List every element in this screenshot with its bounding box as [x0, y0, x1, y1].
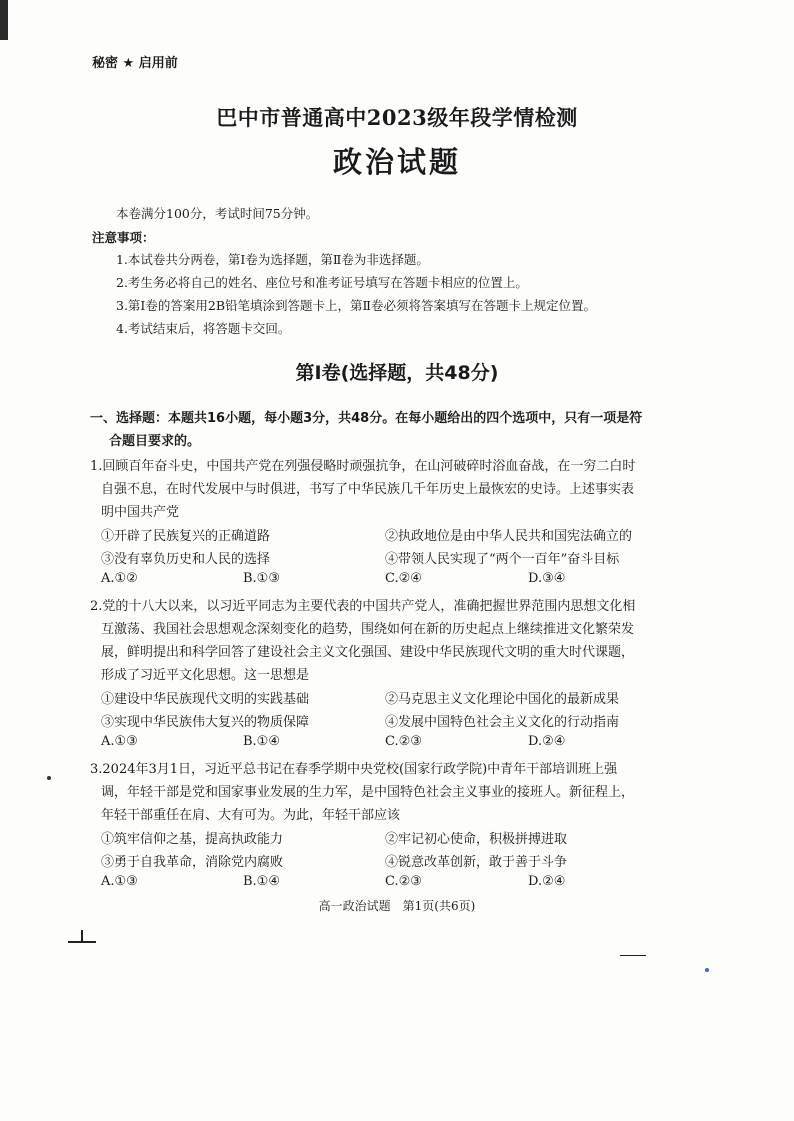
question-1-item: ④带领人民实现了“两个一百年”奋斗目标 [385, 552, 620, 567]
section-intro-cont: 合题目要求的。 [109, 434, 201, 449]
section-intro: 一、选择题：本题共16小题，每小题3分，共48分。在每小题给出的四个选项中，只有一项是符 [90, 411, 643, 426]
score-line: 本卷满分100分，考试时间75分钟。 [116, 206, 319, 221]
question-3-choice-b: B.①④ [243, 874, 280, 889]
note-item: 3.第Ⅰ卷的答案用2B铅笔填涂到答题卡上，第Ⅱ卷必须将答案填写在答题卡上规定位置。 [116, 298, 597, 313]
question-2-choice-d: D.②④ [528, 734, 566, 749]
page-footer: 高一政治试题 第1页(共6页) [318, 899, 476, 913]
question-2-stem: 展，鲜明提出和科学回答了建设社会主义文化强国、建设中华民族现代文明的重大时代课题， [101, 645, 635, 660]
question-2-stem: 互激荡、我国社会思想观念深刻变化的趋势，围绕如何在新的历史起点上继续推进文化繁荣发 [101, 622, 635, 637]
secret-label: 秘密 ★ 启用前 [92, 56, 178, 71]
question-2-choice-b: B.①④ [243, 734, 280, 749]
section-title: 第Ⅰ卷(选择题，共48分) [295, 362, 499, 384]
question-1-item: ③没有辜负历史和人民的选择 [101, 552, 271, 567]
question-3-stem: 调，年轻干部是党和国家事业发展的生力军，是中国特色社会主义事业的接班人。新征程上， [101, 785, 635, 800]
question-1-choice-b: B.①③ [243, 571, 280, 586]
question-1-choice-a: A.①② [101, 571, 138, 586]
question-3-choice-c: C.②③ [385, 874, 422, 889]
question-3-item: ③勇于自我革命，消除党内腐败 [101, 855, 284, 870]
note-item: 2.考生务必将自己的姓名、座位号和准考证号填写在答题卡相应的位置上。 [116, 275, 528, 290]
question-1-stem: 1.回顾百年奋斗史，中国共产党在列强侵略时顽强抗争，在山河破碎时浴血奋战，在一穷二白时 [90, 459, 636, 474]
question-2-item: ①建设中华民族现代文明的实践基础 [101, 692, 310, 707]
question-2-item: ②马克思主义文化理论中国化的最新成果 [385, 692, 620, 707]
question-1-stem: 自强不息，在时代发展中与时俱进，书写了中华民族几千年历史上最恢宏的史诗。上述事实表 [101, 482, 635, 497]
question-1-choice-c: C.②④ [385, 571, 422, 586]
question-3-stem: 3.2024年3月1日，习近平总书记在春季学期中央党校(国家行政学院)中青年干部培训班上强 [90, 762, 618, 777]
question-1-stem: 明中国共产党 [101, 505, 180, 520]
question-2-choice-a: A.①③ [101, 734, 138, 749]
question-1-item: ②执政地位是由中华人民共和国宪法确立的 [385, 529, 633, 544]
question-3-stem: 年轻干部重任在肩、大有可为。为此，年轻干部应该 [101, 808, 401, 823]
question-3-item: ②牢记初心使命，积极拼搏进取 [385, 832, 568, 847]
question-3-item: ①筑牢信仰之基，提高执政能力 [101, 832, 284, 847]
registration-mark-vertical [81, 930, 83, 943]
note-item: 4.考试结束后，将答题卡交回。 [116, 321, 291, 336]
note-item: 1.本试卷共分两卷，第Ⅰ卷为选择题，第Ⅱ卷为非选择题。 [116, 252, 429, 267]
exam-subtitle: 政治试题 [332, 145, 461, 179]
question-3-item: ④锐意改革创新，敢于善于斗争 [385, 855, 568, 870]
notes-heading: 注意事项： [92, 230, 155, 245]
question-1-choice-d: D.③④ [528, 571, 566, 586]
scan-speck [47, 776, 51, 780]
scan-edge-mark [0, 0, 8, 40]
question-1-item: ①开辟了民族复兴的正确道路 [101, 529, 271, 544]
scan-speck [705, 968, 709, 972]
question-2-stem: 2.党的十八大以来，以习近平同志为主要代表的中国共产党人，准确把握世界范围内思想文化相 [90, 599, 636, 614]
registration-mark-line [620, 955, 646, 956]
question-2-choice-c: C.②③ [385, 734, 422, 749]
question-2-item: ③实现中华民族伟大复兴的物质保障 [101, 715, 310, 730]
question-3-choice-d: D.②④ [528, 874, 566, 889]
question-2-item: ④发展中国特色社会主义文化的行动指南 [385, 715, 620, 730]
question-2-stem: 形成了习近平文化思想。这一思想是 [101, 668, 310, 683]
exam-title: 巴中市普通高中2023级年段学情检测 [216, 105, 578, 130]
question-3-choice-a: A.①③ [101, 874, 138, 889]
